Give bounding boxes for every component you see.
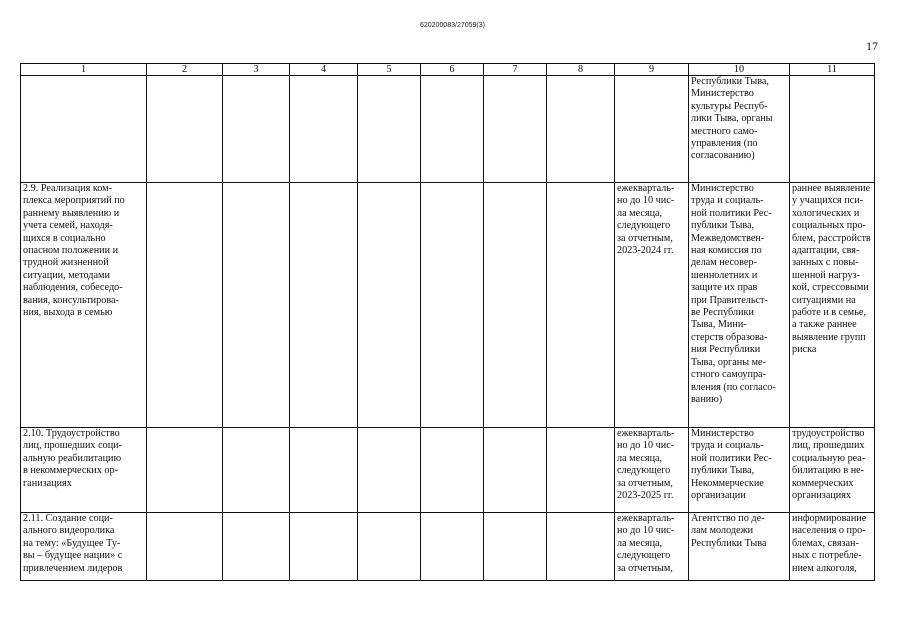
column-number: 10 [689, 64, 790, 76]
empty-cell [484, 183, 547, 428]
responsible-cell: Агентство по де- лам молодежи Республики Тыва [689, 513, 790, 581]
empty-cell [290, 428, 358, 513]
deadline-cell [615, 76, 689, 183]
measures-table [20, 63, 875, 581]
empty-cell [421, 76, 484, 183]
empty-cell [358, 183, 421, 428]
column-number: 11 [790, 64, 875, 76]
empty-cell [358, 428, 421, 513]
column-number: 6 [421, 64, 484, 76]
page-number: 17 [866, 39, 878, 53]
column-number: 2 [147, 64, 223, 76]
deadline-cell: ежекварталь- но до 10 чис- ла месяца, следующего за отчетным, 2023-2025 гг. [615, 428, 689, 513]
table-row [21, 513, 875, 581]
responsible-cell: Республики Тыва, Министерство культуры Респуб- лики Тыва, органы местного само- управления (по согласованию) [689, 76, 790, 183]
empty-cell [223, 183, 290, 428]
measure-cell [21, 76, 147, 183]
measure-cell: 2.9. Реализация ком- плекса мероприятий по раннему выявлению и учета семей, находя- щихся в социально опасном положении и трудной жизненной ситуации, методами наблюдения, собеседо- вания, консультирова- ния, выхода в семью [21, 183, 147, 428]
empty-cell [484, 76, 547, 183]
deadline-cell: ежекварталь- но до 10 чис- ла месяца, следующего за отчетным, 2023-2024 гг. [615, 183, 689, 428]
column-number: 7 [484, 64, 547, 76]
empty-cell [223, 76, 290, 183]
empty-cell [484, 513, 547, 581]
empty-cell [484, 428, 547, 513]
column-number: 5 [358, 64, 421, 76]
result-cell [790, 76, 875, 183]
empty-cell [547, 428, 615, 513]
result-cell: информирование населения о про- блемах, связан- ных с потребле- нием алкоголя, [790, 513, 875, 581]
column-number: 3 [223, 64, 290, 76]
empty-cell [147, 428, 223, 513]
empty-cell [547, 76, 615, 183]
column-number: 8 [547, 64, 615, 76]
result-cell: трудоустройство лиц, прошедших социальную реа- билитацию в не- коммерческих организациях [790, 428, 875, 513]
table-row [21, 76, 875, 183]
empty-cell [223, 428, 290, 513]
measure-cell: 2.10. Трудоустройство лиц, прошедших соци- альную реабилитацию в некоммерческих ор- ганизациях [21, 428, 147, 513]
column-number: 1 [21, 64, 147, 76]
empty-cell [421, 513, 484, 581]
result-cell: раннее выявление у учащихся пси- хологических и социальных про- блем, расстройств адаптации, свя- занных с повы- шенной нагруз- кой, стрессовыми ситуациями на работе и в семье, а также раннее выявление групп риска [790, 183, 875, 428]
table-row [21, 183, 875, 428]
column-number: 9 [615, 64, 689, 76]
empty-cell [358, 513, 421, 581]
empty-cell [547, 183, 615, 428]
empty-cell [421, 428, 484, 513]
empty-cell [290, 513, 358, 581]
table-row [21, 428, 875, 513]
empty-cell [358, 76, 421, 183]
column-number: 4 [290, 64, 358, 76]
measure-cell: 2.11. Создание соци- ального видеоролика на тему: «Будущее Ту- вы – будущее нации» с привлечением лидеров [21, 513, 147, 581]
empty-cell [147, 513, 223, 581]
empty-cell [290, 76, 358, 183]
empty-cell [223, 513, 290, 581]
empty-cell [147, 183, 223, 428]
empty-cell [147, 76, 223, 183]
responsible-cell: Министерство труда и социаль- ной политики Рес- публики Тыва, Межведомствен- ная комиссия по делам несовер- шеннолетних и защите их прав при Правительст- ве Республики Тыва, Мини- стерств образова- ния Республики Тыва, органы ме- стного самоупра- вления (по согласо- ванию) [689, 183, 790, 428]
empty-cell [547, 513, 615, 581]
deadline-cell: ежекварталь- но до 10 чис- ла месяца, следующего за отчетным, [615, 513, 689, 581]
responsible-cell: Министерство труда и социаль- ной политики Рес- публики Тыва, Некоммерческие организации [689, 428, 790, 513]
empty-cell [421, 183, 484, 428]
column-number-row [21, 64, 875, 76]
document-code: 620200083/27059(3) [419, 22, 485, 29]
empty-cell [290, 183, 358, 428]
